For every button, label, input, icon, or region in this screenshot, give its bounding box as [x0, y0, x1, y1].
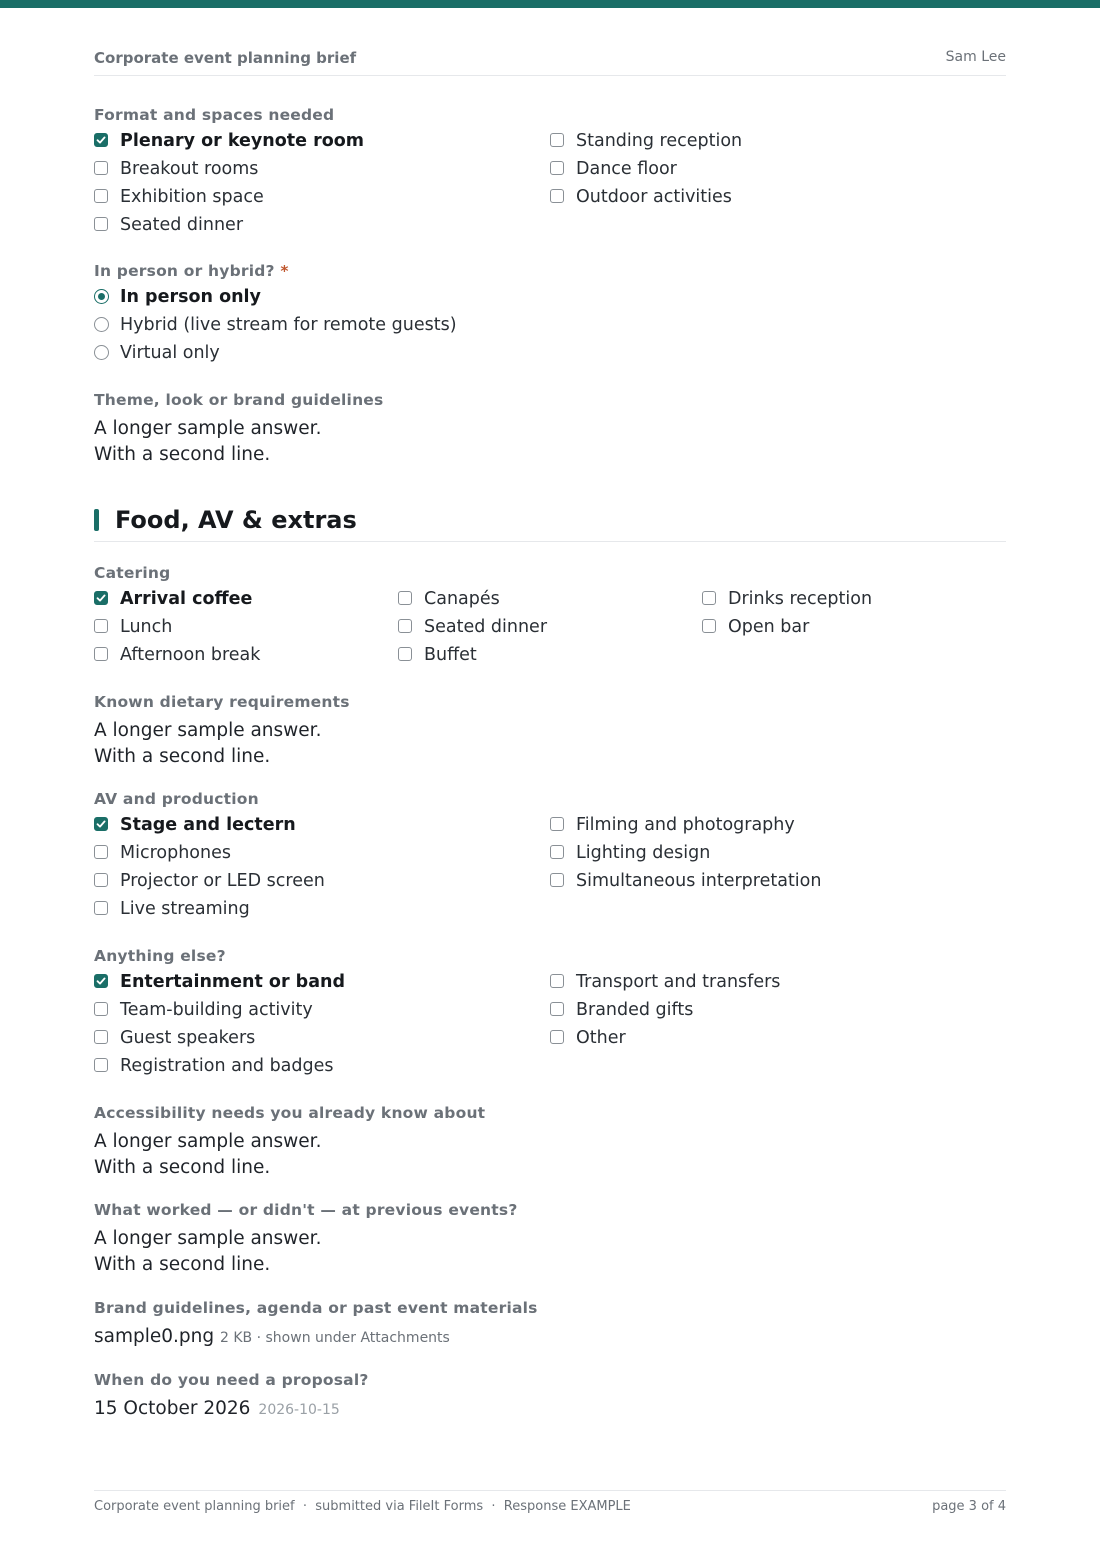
- option-label: Canapés: [424, 589, 500, 609]
- option-label: Afternoon break: [120, 645, 261, 665]
- top-accent-bar: [0, 0, 1100, 8]
- option-label: Hybrid (live stream for remote guests): [120, 315, 457, 335]
- question-label: Known dietary requirements: [94, 693, 350, 711]
- option-label: Seated dinner: [120, 215, 244, 235]
- checkbox-empty-icon[interactable]: [94, 161, 108, 175]
- checkbox-empty-icon[interactable]: [94, 873, 108, 887]
- option-label: Stage and lectern: [120, 815, 296, 835]
- option-label: Guest speakers: [120, 1028, 256, 1048]
- option-label: Simultaneous interpretation: [576, 871, 822, 891]
- required-mark: *: [280, 262, 289, 280]
- option-label: Other: [576, 1028, 626, 1048]
- section-title: Food, AV & extras: [115, 506, 357, 534]
- radio-empty-icon[interactable]: [94, 345, 109, 360]
- question-label: What worked — or didn't — at previous events?: [94, 1201, 518, 1219]
- option-label: Virtual only: [120, 343, 220, 363]
- checkbox-empty-icon[interactable]: [550, 161, 564, 175]
- option-label: Dance floor: [576, 159, 677, 179]
- question-label: Brand guidelines, agenda or past event materials: [94, 1299, 538, 1317]
- checkbox-empty-icon[interactable]: [94, 619, 108, 633]
- option-label: Lunch: [120, 617, 173, 637]
- checkbox-empty-icon[interactable]: [94, 1002, 108, 1016]
- option-label: Projector or LED screen: [120, 871, 325, 891]
- date-answer: [94, 1396, 1006, 1423]
- question-previous: [94, 1200, 1006, 1278]
- checkbox-empty-icon[interactable]: [702, 619, 716, 633]
- question-dietary: [94, 692, 1006, 770]
- section-accent-bar: [94, 509, 99, 531]
- option-label: Open bar: [728, 617, 810, 637]
- checkbox-empty-icon[interactable]: [94, 901, 108, 915]
- checkbox-empty-icon[interactable]: [94, 647, 108, 661]
- answer-line: A longer sample answer.: [94, 1131, 322, 1152]
- format-options: [94, 129, 1006, 241]
- question-av: [94, 789, 1006, 921]
- attachment-meta: 2 KB · shown under Attachments: [220, 1330, 450, 1346]
- option-label: Arrival coffee: [120, 589, 253, 609]
- question-label: AV and production: [94, 790, 259, 808]
- answer-line: With a second line.: [94, 444, 271, 465]
- question-label: Theme, look or brand guidelines: [94, 391, 384, 409]
- option-label: Plenary or keynote room: [120, 131, 365, 151]
- user-name: Sam Lee: [945, 49, 1006, 65]
- checkbox-checked-icon[interactable]: [94, 591, 108, 605]
- checkbox-empty-icon[interactable]: [550, 1030, 564, 1044]
- checkbox-empty-icon[interactable]: [550, 845, 564, 859]
- answer-line: With a second line.: [94, 746, 271, 767]
- catering-options: [94, 587, 1006, 671]
- checkbox-empty-icon[interactable]: [550, 974, 564, 988]
- attachment-filename[interactable]: sample0.png: [94, 1326, 215, 1347]
- attachment-line: [94, 1324, 1006, 1351]
- option-label: Lighting design: [576, 843, 711, 863]
- checkbox-empty-icon[interactable]: [550, 133, 564, 147]
- answer-line: A longer sample answer.: [94, 1228, 322, 1249]
- checkbox-empty-icon[interactable]: [550, 817, 564, 831]
- question-in-person: [94, 261, 1006, 365]
- option-label: Filming and photography: [576, 815, 795, 835]
- answer-text: [94, 1129, 1006, 1181]
- question-catering: [94, 563, 1006, 667]
- option-label: Microphones: [120, 843, 231, 863]
- question-label: [94, 261, 1006, 281]
- answer-line: With a second line.: [94, 1157, 271, 1178]
- option-label: Standing reception: [576, 131, 743, 151]
- answer-text: [94, 1226, 1006, 1278]
- checkbox-empty-icon[interactable]: [550, 189, 564, 203]
- question-label: Accessibility needs you already know about: [94, 1104, 486, 1122]
- checkbox-empty-icon[interactable]: [94, 217, 108, 231]
- option-label: Live streaming: [120, 899, 250, 919]
- answer-line: With a second line.: [94, 1254, 271, 1275]
- option-label: Branded gifts: [576, 1000, 694, 1020]
- checkbox-empty-icon[interactable]: [550, 1002, 564, 1016]
- option-label: Seated dinner: [424, 617, 548, 637]
- checkbox-empty-icon[interactable]: [94, 845, 108, 859]
- option-label: Exhibition space: [120, 187, 264, 207]
- date-value: 15 October 2026: [94, 1398, 251, 1419]
- checkbox-empty-icon[interactable]: [398, 591, 412, 605]
- answer-text: [94, 416, 1006, 468]
- extras-options: [94, 970, 1006, 1082]
- av-options: [94, 813, 1006, 925]
- option-label: Breakout rooms: [120, 159, 259, 179]
- option-label: In person only: [120, 287, 261, 307]
- question-theme: [94, 390, 1006, 468]
- question-extras: [94, 946, 1006, 1078]
- question-proposal-date: [94, 1370, 1006, 1423]
- section-heading: [94, 505, 1006, 542]
- answer-text: [94, 718, 1006, 770]
- question-label: Anything else?: [94, 947, 226, 965]
- in-person-options: [94, 285, 1006, 369]
- checkbox-empty-icon[interactable]: [398, 619, 412, 633]
- question-label: When do you need a proposal?: [94, 1371, 369, 1389]
- checkbox-empty-icon[interactable]: [702, 591, 716, 605]
- question-label-text: In person or hybrid?: [94, 262, 275, 280]
- date-iso: 2026-10-15: [258, 1402, 340, 1418]
- document-title: Corporate event planning brief: [94, 49, 357, 67]
- page-footer: [94, 1490, 1006, 1521]
- checkbox-checked-icon[interactable]: [94, 817, 108, 831]
- checkbox-empty-icon[interactable]: [94, 189, 108, 203]
- footer-text: Corporate event planning brief · submitted via FileIt Forms · Response EXAMPLE: [94, 1499, 631, 1514]
- option-label: Team-building activity: [120, 1000, 313, 1020]
- question-label: Catering: [94, 564, 171, 582]
- answer-line: A longer sample answer.: [94, 720, 322, 741]
- checkbox-empty-icon[interactable]: [94, 1030, 108, 1044]
- option-label: Entertainment or band: [120, 972, 345, 992]
- checkbox-empty-icon[interactable]: [398, 647, 412, 661]
- question-label: Format and spaces needed: [94, 106, 335, 124]
- answer-line: A longer sample answer.: [94, 418, 322, 439]
- question-accessibility: [94, 1103, 1006, 1181]
- checkbox-checked-icon[interactable]: [94, 133, 108, 147]
- option-label: Buffet: [424, 645, 477, 665]
- question-format: [94, 105, 1006, 237]
- option-label: Registration and badges: [120, 1056, 334, 1076]
- question-materials: [94, 1298, 1006, 1351]
- page-number: page 3 of 4: [932, 1499, 1006, 1514]
- checkbox-empty-icon[interactable]: [94, 1058, 108, 1072]
- radio-selected-icon[interactable]: [94, 289, 109, 304]
- option-label: Outdoor activities: [576, 187, 732, 207]
- option-label: Drinks reception: [728, 589, 873, 609]
- option-label: Transport and transfers: [576, 972, 781, 992]
- radio-empty-icon[interactable]: [94, 317, 109, 332]
- checkbox-empty-icon[interactable]: [550, 873, 564, 887]
- checkbox-checked-icon[interactable]: [94, 974, 108, 988]
- page-header: [94, 47, 1006, 76]
